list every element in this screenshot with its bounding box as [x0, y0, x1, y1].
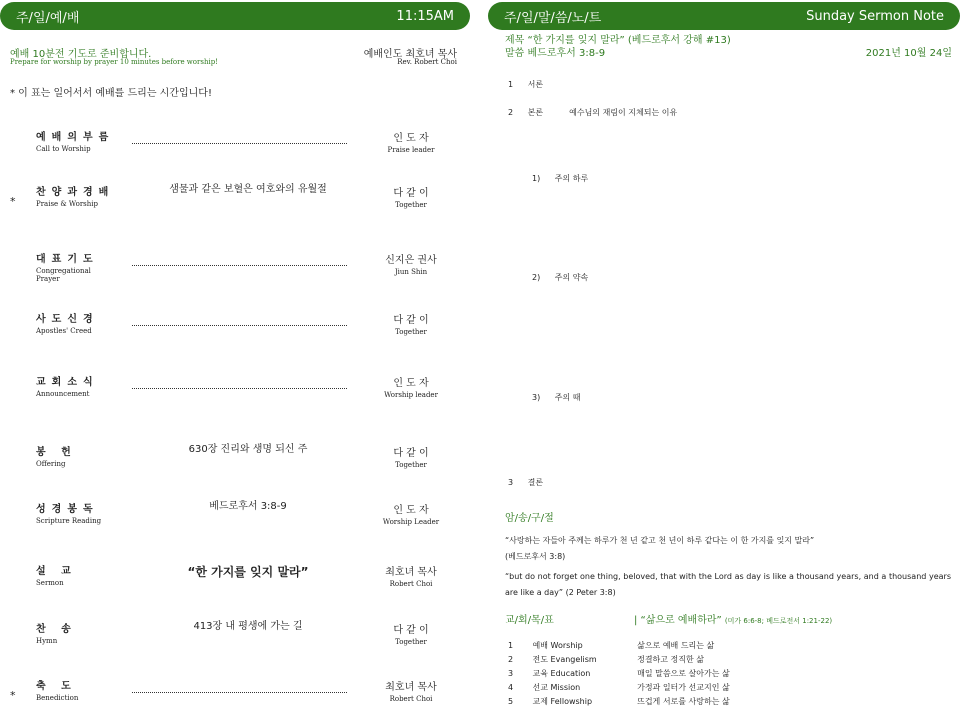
order-item: [36, 620, 116, 645]
right-header-bar: [488, 2, 960, 30]
outline-label: 서론: [527, 80, 544, 89]
service-time: 11:15AM: [396, 8, 454, 24]
outline-label: 주의 하루: [554, 174, 589, 183]
outline-label: 주의 약속: [554, 273, 589, 282]
order-item: [36, 443, 116, 468]
left-header-bar: [0, 2, 470, 30]
order-item-ko: 설 교: [36, 566, 77, 577]
standing-marker: *: [10, 195, 16, 208]
order-responsible-en: Worship leader: [384, 391, 438, 399]
order-item-en: Apostles' Creed: [36, 327, 92, 335]
order-item-en: Praise & Worship: [36, 200, 98, 208]
order-item: [36, 310, 116, 335]
order-responsible-en: Praise leader: [387, 146, 435, 154]
goal-row: [508, 640, 714, 651]
order-item-en: Benediction: [36, 694, 79, 702]
outline-num: 1: [508, 80, 514, 89]
sermon-text-line: [505, 44, 605, 59]
order-item: [36, 373, 116, 398]
outline-text: 예수님의 재림이 지체되는 이유: [569, 108, 678, 117]
order-responsible-ko: 다 같 이: [393, 625, 429, 636]
sermon-note-page: [488, 0, 960, 720]
order-item: [36, 562, 116, 587]
memory-verse-en: “but do not forget one thing, beloved, that with the Lord as day is like a thousand years, and a thousand years are like a day” (2 Peter 3:8): [505, 572, 951, 597]
goal-desc: 정결하고 정직한 삶: [637, 655, 705, 664]
goal-row: [508, 668, 730, 679]
outline-item: [532, 272, 588, 283]
goal-desc: 뜨겁게 서로를 사랑하는 삶: [637, 697, 730, 706]
order-responsible: [376, 505, 446, 527]
sermon-text: 베드로후서 3:8-9: [527, 48, 606, 59]
leader-en: Rev. Robert Choi: [397, 58, 457, 66]
order-responsible: [376, 567, 446, 589]
order-responsible: [376, 133, 446, 155]
goal-row: [508, 682, 730, 693]
goal-num: 5: [508, 697, 514, 706]
right-header-title: 주/일/말/씀/노/트: [504, 10, 602, 26]
goal-name: 교제 Fellowship: [532, 697, 593, 706]
goal-name: 예배 Worship: [532, 641, 583, 650]
order-responsible: [376, 625, 446, 647]
outline-num: 2): [532, 273, 541, 282]
order-responsible: [376, 378, 446, 400]
order-responsible: [376, 255, 446, 277]
order-responsible-en: Robert Choi: [389, 580, 433, 588]
order-item: [36, 250, 116, 283]
order-item-detail: “한 가지를 잊지 말라”: [187, 565, 309, 579]
goal-desc: 가정과 일터가 선교지인 삶: [637, 683, 730, 692]
order-item-ko: 교회소식: [36, 377, 99, 388]
outline-item: [532, 392, 581, 403]
goal-num: 3: [508, 669, 514, 678]
order-responsible-ko: 최호녀 목사: [385, 567, 437, 578]
sermon-title-label: 제목: [505, 35, 525, 46]
sermon-date: 2021년 10월 24일: [865, 48, 952, 59]
outline-label: 결론: [527, 478, 544, 487]
order-item-en: Announcement: [36, 390, 90, 398]
order-responsible: [376, 682, 446, 704]
goal-name: 교육 Education: [532, 669, 591, 678]
order-item-ko: 찬양과경배: [36, 187, 115, 198]
goals-motto-ref: (미가 6:6-8; 베드로전서 1:21-22): [724, 617, 833, 625]
order-responsible-ko: 인 도 자: [393, 133, 429, 144]
dotted-leader: [132, 388, 347, 389]
left-header-title: 주/일/예/배: [16, 10, 80, 26]
sermon-text-label: 말씀: [505, 48, 525, 59]
sermon-title: “한 가지를 잊지 말라” (베드로후서 강해 #13): [527, 35, 731, 46]
order-item-ko: 축 도: [36, 681, 77, 692]
leader-ko: 예배인도 최호녀 목사: [363, 49, 457, 60]
outline-num: 3: [508, 478, 514, 487]
outline-num: 1): [532, 174, 541, 183]
order-responsible-ko: 인 도 자: [393, 505, 429, 516]
outline-item: [508, 107, 677, 118]
dotted-leader: [132, 143, 347, 144]
order-responsible-ko: 다 같 이: [393, 188, 429, 199]
order-item: [36, 677, 116, 702]
goal-desc: 매일 말씀으로 살아가는 삶: [637, 669, 730, 678]
order-item: [36, 183, 116, 208]
order-item-en: Sermon: [36, 579, 64, 587]
order-item-en: Congregational Prayer: [36, 267, 91, 283]
order-responsible-ko: 다 같 이: [393, 448, 429, 459]
order-item-detail: 630장 진리와 생명 되신 주: [188, 444, 308, 455]
order-responsible: [376, 188, 446, 210]
order-item-ko: 봉 헌: [36, 447, 77, 458]
order-item-detail: 413장 내 평생에 가는 길: [193, 621, 303, 632]
order-item-en: Call to Worship: [36, 145, 91, 153]
order-item: [36, 500, 116, 525]
order-responsible: [376, 315, 446, 337]
order-responsible-ko: 최호녀 목사: [385, 682, 437, 693]
order-item-detail: 베드로후서 3:8-9: [209, 501, 287, 512]
order-responsible-ko: 다 같 이: [393, 315, 429, 326]
order-responsible-en: Robert Choi: [389, 695, 433, 703]
order-item-detail: 샘물과 같은 보혈은 여호와의 유월절: [169, 184, 327, 195]
order-item-ko: 찬 송: [36, 624, 77, 635]
goals-motto-line: [634, 611, 832, 626]
goals-heading: 교/회/목/표: [505, 615, 554, 626]
goal-num: 4: [508, 683, 514, 692]
order-item-ko: 예배의부름: [36, 132, 115, 143]
outline-num: 2: [508, 108, 514, 117]
order-responsible-en: Jiun Shin: [394, 268, 428, 276]
outline-label: 주의 때: [554, 393, 581, 402]
outline-item: [508, 79, 543, 90]
order-responsible: [376, 448, 446, 470]
outline-item: [508, 477, 543, 488]
order-item-ko: 성경봉독: [36, 504, 99, 515]
order-responsible-ko: 신지은 권사: [385, 255, 437, 266]
memory-heading: 암/송/구/절: [505, 513, 554, 524]
goal-num: 2: [508, 655, 514, 664]
goal-row: [508, 654, 704, 665]
right-header-subtitle: Sunday Sermon Note: [806, 8, 944, 24]
standing-marker: *: [10, 689, 16, 702]
prep-ko: 예배 10분전 기도로 준비합니다.: [10, 49, 152, 60]
memory-verse-ko-ref: (베드로후서 3:8): [505, 552, 566, 561]
order-item-en: Hymn: [36, 637, 58, 645]
order-item: [36, 128, 116, 153]
goal-name: 선교 Mission: [532, 683, 581, 692]
dotted-leader: [132, 692, 347, 693]
goal-row: [508, 696, 730, 707]
goal-name: 전도 Evangelism: [532, 655, 597, 664]
outline-item: [532, 173, 588, 184]
memory-verse-ko: “사랑하는 자들아 주께는 하루가 천 년 같고 천 년이 하루 같다는 이 한 가지를 잊지 말라”: [505, 536, 815, 545]
order-item-en: Scripture Reading: [36, 517, 102, 525]
order-responsible-en: Together: [395, 638, 427, 646]
outline-num: 3): [532, 393, 541, 402]
dotted-leader: [132, 265, 347, 266]
order-responsible-en: Together: [395, 201, 427, 209]
order-item-ko: 사도신경: [36, 314, 99, 325]
order-responsible-en: Together: [395, 461, 427, 469]
order-item-ko: 대표기도: [36, 254, 99, 265]
outline-label: 본론: [527, 108, 544, 117]
standing-notice: * 이 표는 일어서서 예배를 드리는 시간입니다!: [10, 88, 212, 99]
goals-motto: | “삶으로 예배하라”: [634, 615, 722, 626]
order-responsible-ko: 인 도 자: [393, 378, 429, 389]
order-responsible-en: Worship Leader: [382, 518, 440, 526]
goal-num: 1: [508, 641, 514, 650]
dotted-leader: [132, 325, 347, 326]
goal-desc: 삶으로 예배 드리는 삶: [637, 641, 715, 650]
order-item-en: Offering: [36, 460, 66, 468]
order-responsible-en: Together: [395, 328, 427, 336]
prep-en: Prepare for worship by prayer 10 minutes before worship!: [10, 58, 218, 66]
